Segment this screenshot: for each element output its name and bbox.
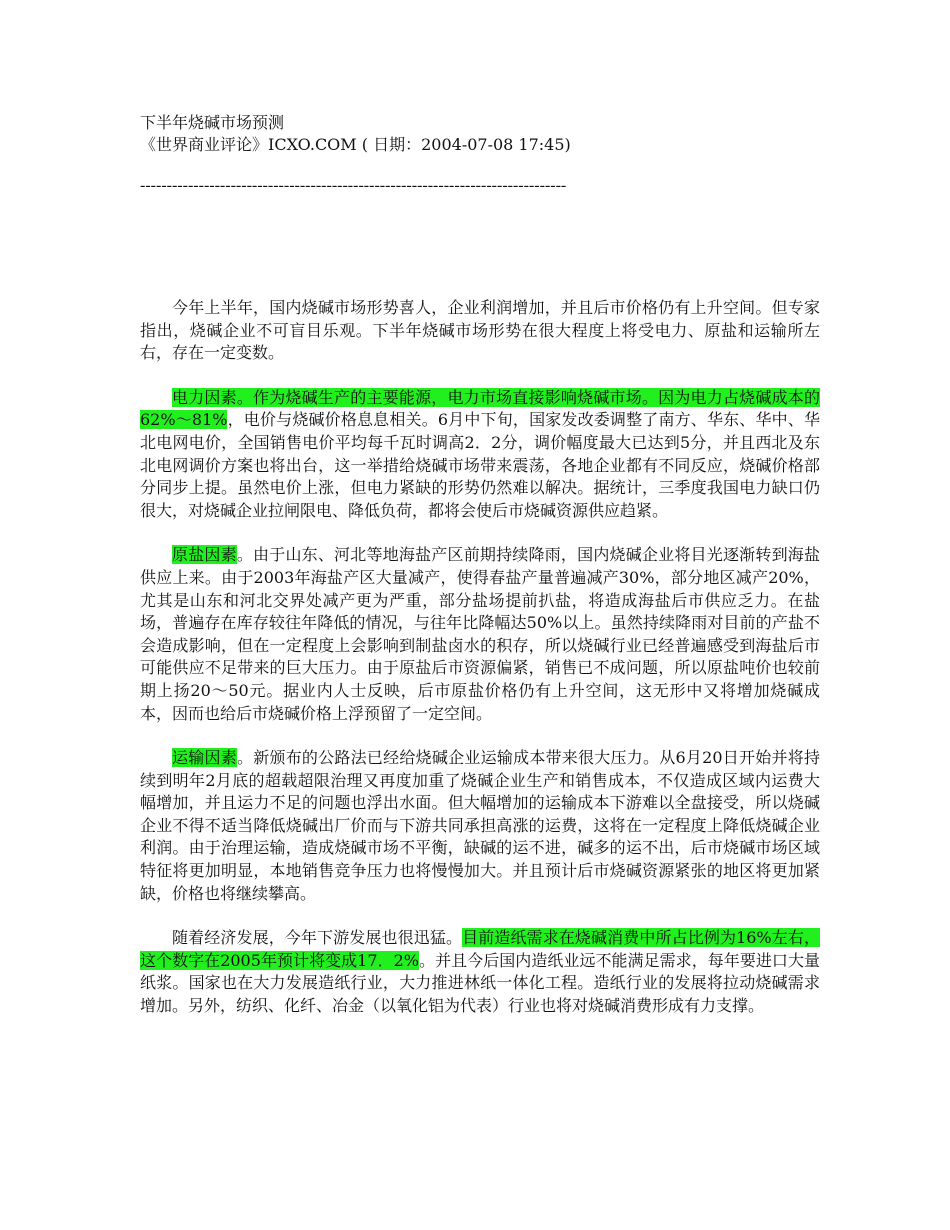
paragraph-transport-text: 。新颁布的公路法已经给烧碱企业运输成本带来很大压力。从6月20日开始并将持续到明年2月底的超载超限治理又再度加重了烧碱企业生产和销售成本，不仅造成区域内运费大幅增加，并且运力不足的问题也浮出水面。但大幅增加的运输成本下游难以全盘接受，所以烧碱企业不得不适当降低烧碱出厂价而与下游共同承担高涨的运费，这将在一定程度上降低烧碱企业利润。由于治理运输，造成烧碱市场不平衡，缺碱的运不进，碱多的运不出，后市烧碱市场区域特征将更加明显，本地销售竞争压力也将慢慢加大。并且预计后市烧碱资源紧张的地区将更加紧缺，价格也将继续攀高。 bbox=[140, 748, 820, 903]
highlight-transport: 运输因素 bbox=[172, 748, 237, 768]
paragraph-intro bbox=[140, 297, 820, 365]
highlight-electricity: 电力因素。作为烧碱生产的主要能源，电力市场直接影响烧碱市场。因为电力占烧碱成本的62%～81% bbox=[140, 387, 820, 430]
paragraph-intro-text: 今年上半年，国内烧碱市场形势喜人，企业利润增加，并且后市价格仍有上升空间。但专家指出，烧碱企业不可盲目乐观。下半年烧碱市场形势在很大程度上将受电力、原盐和运输所左右，存在一定变数。 bbox=[140, 298, 820, 363]
paragraph-salt bbox=[140, 544, 820, 725]
paragraph-transport bbox=[140, 747, 820, 905]
paragraph-downstream-text: 。并且今后国内造纸业远不能满足需求，每年要进口大量纸浆。国家也在大力发展造纸行业，大力推进林纸一体化工程。造纸行业的发展将拉动烧碱需求增加。另外，纺织、化纤、冶金（以氧化铝为代表）行业也将对烧碱消费形成有力支撑。 bbox=[140, 950, 820, 1016]
paragraph-salt-text: 。由于山东、河北等地海盐产区前期持续降雨，国内烧碱企业将目光逐渐转到海盐供应上来。由于2003年海盐产区大量减产，使得春盐产量普遍减产30%，部分地区减产20%，尤其是山东和河北交界处减产更为严重，部分盐场提前扒盐，将造成海盐后市供应乏力。在盐场，普遍存在库存较往年降低的情况，与往年比降幅达50%以上。虽然持续降雨对目前的产盐不会造成影响，但在一定程度上会影响到制盐卤水的积存，所以烧碱行业已经普遍感受到海盐后市可能供应不足带来的巨大压力。由于原盐后市资源偏紧，销售已不成问题，所以原盐吨价也较前期上扬20～50元。据业内人士反映，后市原盐价格仍有上升空间，这无形中又将增加烧碱成本，因而也给后市烧碱价格上浮预留了一定空间。 bbox=[140, 545, 820, 723]
paragraph-downstream bbox=[140, 927, 820, 1017]
paragraph-downstream-lead: 随着经济发展，今年下游发展也很迅猛。 bbox=[172, 928, 463, 948]
document-page bbox=[140, 112, 820, 1018]
paragraph-electricity bbox=[140, 387, 820, 523]
document-title: 下半年烧碱市场预测 bbox=[140, 113, 285, 132]
source-line: 《世界商业评论》ICXO.COM ( 日期：2004-07-08 17:45) bbox=[140, 135, 571, 154]
divider-line: -------------------------------------------------------------------------------- bbox=[140, 177, 567, 194]
highlight-salt: 原盐因素 bbox=[172, 545, 237, 565]
highlight-paper-demand: 目前造纸需求在烧碱消费中所占比例为16%左右，这个数字在2005年预计将变成17．2% bbox=[140, 928, 820, 970]
paragraph-electricity-text: ，电价与烧碱价格息息相关。6月中下旬，国家发改委调整了南方、华东、华中、华北电网电价，全国销售电价平均每千瓦时调高2．2分，调价幅度最大已达到5分，并且西北及东北电网调价方案也将出台，这一举措给烧碱市场带来震荡，各地企业都有不同反应，烧碱价格部分同步上提。虽然电价上涨，但电力紧缺的形势仍然难以解决。据统计，三季度我国电力缺口仍很大，对烧碱企业拉闸限电、降低负荷，都将会使后市烧碱资源供应趋紧。 bbox=[140, 410, 820, 520]
